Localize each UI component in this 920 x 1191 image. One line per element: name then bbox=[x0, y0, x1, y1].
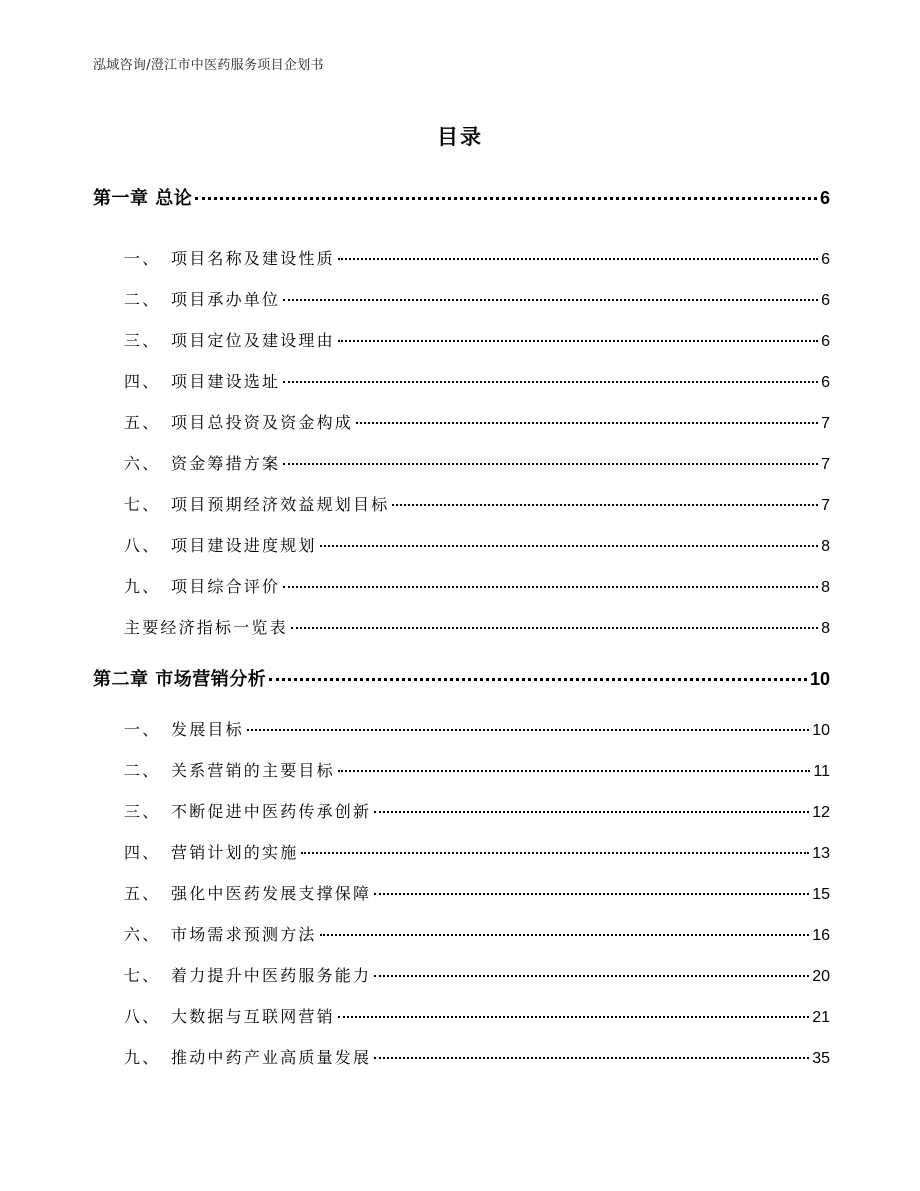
toc-entry[interactable] bbox=[124, 881, 830, 904]
toc-entry[interactable] bbox=[124, 287, 830, 310]
toc-entry[interactable] bbox=[124, 963, 830, 986]
page-number: 15 bbox=[812, 886, 830, 903]
entry-label: 推动中药产业高质量发展 bbox=[171, 1048, 372, 1067]
page-number: 20 bbox=[812, 968, 830, 985]
entry-label: 项目定位及建设理由 bbox=[171, 331, 335, 350]
page-number: 6 bbox=[821, 251, 830, 268]
entry-label: 项目承办单位 bbox=[171, 290, 281, 309]
page-number: 7 bbox=[821, 415, 830, 432]
dot-leader bbox=[374, 975, 809, 977]
page-number: 7 bbox=[821, 497, 830, 514]
dot-leader bbox=[338, 770, 811, 772]
entry-number: 二、 bbox=[124, 290, 161, 309]
dot-leader bbox=[374, 1057, 809, 1059]
entry-number: 六、 bbox=[124, 454, 161, 473]
dot-leader bbox=[338, 1016, 809, 1018]
dot-leader bbox=[301, 852, 809, 854]
entry-label: 大数据与互联网营销 bbox=[171, 1007, 335, 1026]
entry-label: 项目预期经济效益规划目标 bbox=[171, 495, 390, 514]
chapter-label: 第一章 总论 bbox=[93, 188, 193, 209]
dot-leader bbox=[247, 729, 809, 731]
dot-leader bbox=[356, 422, 818, 424]
dot-leader bbox=[283, 299, 818, 301]
entry-number: 五、 bbox=[124, 413, 161, 432]
page-number: 6 bbox=[819, 188, 830, 208]
dot-leader bbox=[374, 893, 809, 895]
page-number: 6 bbox=[821, 333, 830, 350]
entry-label: 项目总投资及资金构成 bbox=[171, 413, 354, 432]
toc-entry[interactable] bbox=[124, 615, 830, 638]
toc-entry[interactable] bbox=[124, 246, 830, 269]
toc-entry[interactable] bbox=[124, 492, 830, 515]
entry-number: 五、 bbox=[124, 884, 161, 903]
entry-number: 四、 bbox=[124, 372, 161, 391]
toc-entry[interactable] bbox=[124, 1045, 830, 1068]
page-number: 6 bbox=[821, 374, 830, 391]
entry-number: 八、 bbox=[124, 1007, 161, 1026]
document-header: 泓域咨询/澄江市中医药服务项目企划书 bbox=[93, 58, 324, 73]
entry-label: 营销计划的实施 bbox=[171, 843, 299, 862]
toc-title: 目录 bbox=[437, 125, 483, 149]
entry-number: 八、 bbox=[124, 536, 161, 555]
toc-entry[interactable] bbox=[124, 758, 830, 781]
entry-number: 二、 bbox=[124, 761, 161, 780]
toc-entry[interactable] bbox=[124, 922, 830, 945]
dot-leader bbox=[291, 627, 818, 629]
entry-label: 发展目标 bbox=[171, 720, 244, 739]
entry-number: 六、 bbox=[124, 925, 161, 944]
entry-number: 一、 bbox=[124, 720, 161, 739]
page-number: 13 bbox=[812, 845, 830, 862]
entry-number: 一、 bbox=[124, 249, 161, 268]
dot-leader bbox=[283, 586, 818, 588]
entry-number: 三、 bbox=[124, 802, 161, 821]
dot-leader bbox=[320, 545, 818, 547]
page-number: 35 bbox=[812, 1050, 830, 1067]
toc-entry[interactable] bbox=[124, 799, 830, 822]
entry-label: 主要经济指标一览表 bbox=[124, 618, 288, 637]
dot-leader bbox=[338, 258, 818, 260]
chapter-label: 第二章 市场营销分析 bbox=[93, 669, 267, 690]
page-number: 10 bbox=[809, 669, 830, 689]
dot-leader bbox=[283, 381, 818, 383]
page-number: 16 bbox=[812, 927, 830, 944]
entry-label: 项目综合评价 bbox=[171, 577, 281, 596]
entry-label: 资金筹措方案 bbox=[171, 454, 281, 473]
entry-number: 九、 bbox=[124, 1048, 161, 1067]
toc-entry[interactable] bbox=[124, 369, 830, 392]
page-number: 11 bbox=[813, 763, 830, 780]
entry-label: 关系营销的主要目标 bbox=[171, 761, 335, 780]
dot-leader bbox=[320, 934, 810, 936]
page-number: 7 bbox=[821, 456, 830, 473]
dot-leader bbox=[195, 197, 817, 200]
entry-label: 着力提升中医药服务能力 bbox=[171, 966, 372, 985]
dot-leader bbox=[338, 340, 818, 342]
entry-label: 项目建设选址 bbox=[171, 372, 281, 391]
entry-label: 项目名称及建设性质 bbox=[171, 249, 335, 268]
dot-leader bbox=[374, 811, 809, 813]
dot-leader bbox=[392, 504, 818, 506]
toc-entry[interactable] bbox=[124, 1004, 830, 1027]
dot-leader bbox=[283, 463, 818, 465]
dot-leader bbox=[269, 678, 807, 681]
entry-label: 项目建设进度规划 bbox=[171, 536, 317, 555]
page-number: 8 bbox=[821, 538, 830, 555]
toc-entry[interactable] bbox=[124, 328, 830, 351]
entry-number: 三、 bbox=[124, 331, 161, 350]
toc-entry[interactable] bbox=[124, 840, 830, 863]
entry-label: 不断促进中医药传承创新 bbox=[171, 802, 372, 821]
entry-label: 市场需求预测方法 bbox=[171, 925, 317, 944]
toc-chapter-1[interactable] bbox=[93, 184, 830, 210]
page-number: 8 bbox=[821, 579, 830, 596]
entry-number: 七、 bbox=[124, 495, 161, 514]
toc-entry[interactable] bbox=[124, 533, 830, 556]
page-number: 10 bbox=[812, 722, 830, 739]
toc-entry[interactable] bbox=[124, 451, 830, 474]
entry-number: 九、 bbox=[124, 577, 161, 596]
toc-entry[interactable] bbox=[124, 410, 830, 433]
entry-number: 七、 bbox=[124, 966, 161, 985]
page-number: 6 bbox=[821, 292, 830, 309]
entry-number: 四、 bbox=[124, 843, 161, 862]
page-number: 12 bbox=[812, 804, 830, 821]
toc-entry[interactable] bbox=[124, 717, 830, 740]
page-number: 8 bbox=[821, 620, 830, 637]
entry-label: 强化中医药发展支撑保障 bbox=[171, 884, 372, 903]
toc-entry[interactable] bbox=[124, 574, 830, 597]
toc-chapter-2[interactable] bbox=[93, 665, 830, 691]
page-number: 21 bbox=[812, 1009, 830, 1026]
